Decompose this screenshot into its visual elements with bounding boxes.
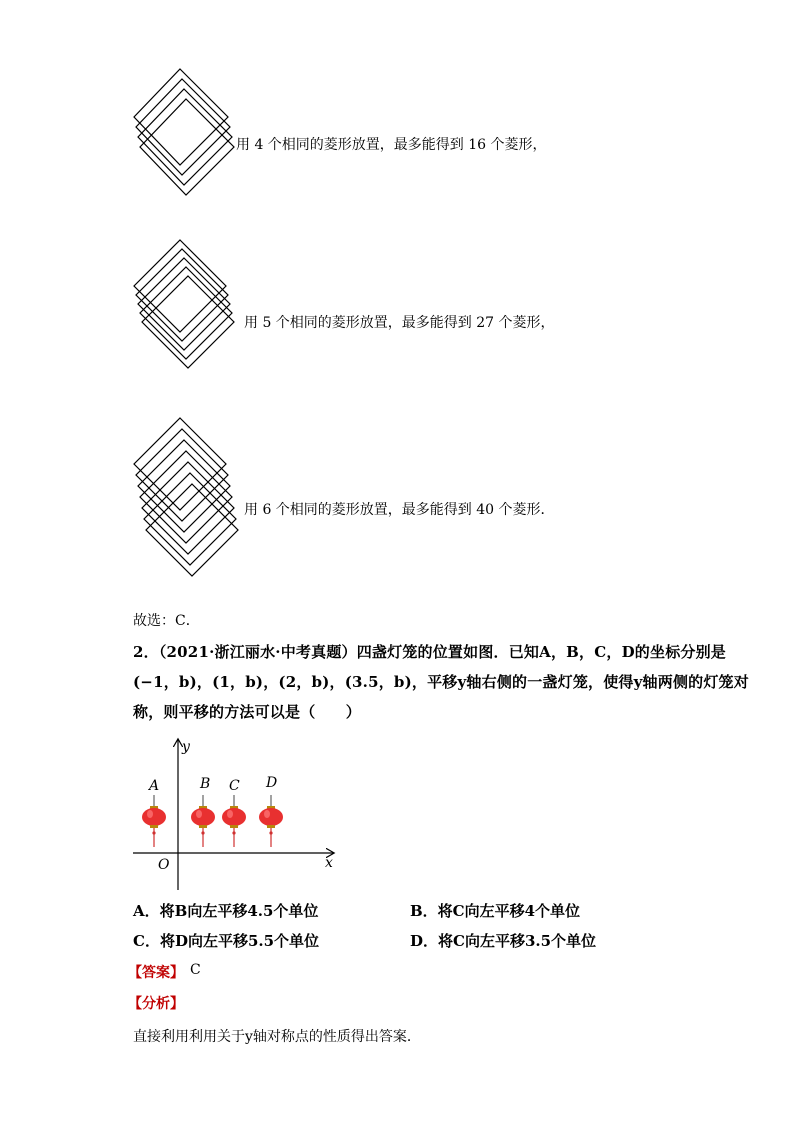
option-D[interactable]: D．将C向左平移3.5个单位 — [410, 932, 597, 950]
option-C[interactable]: C．将D向左平移5.5个单位 — [133, 932, 320, 950]
figure-caption-5: 用 5 个相同的菱形放置，最多能得到 27 个菱形， — [244, 315, 555, 331]
lantern-diagram — [128, 735, 343, 895]
rhombus-figure-4 — [130, 65, 240, 200]
question-line-3: 称，则平移的方法可以是（ ） — [133, 703, 362, 721]
figure-caption-6: 用 6 个相同的菱形放置，最多能得到 40 个菱形． — [244, 502, 555, 518]
x-axis-label: x — [325, 855, 333, 871]
answer-tag: 【答案】 — [128, 965, 184, 981]
question-line-2: (−1，b)，(1，b)，(2，b)，(3.5，b)，平移y轴右侧的一盏灯笼，使得y轴两侧的灯笼对 — [133, 673, 749, 691]
lantern-C — [222, 795, 246, 847]
analysis-text: 直接利用利用关于y轴对称点的性质得出答案． — [133, 1029, 421, 1045]
lantern-A — [142, 795, 166, 847]
analysis-tag: 【分析】 — [128, 996, 184, 1012]
lantern-D — [259, 795, 283, 847]
option-B[interactable]: B．将C向左平移4个单位 — [410, 902, 581, 920]
rhombus-figure-5 — [130, 236, 245, 376]
y-axis-label: y — [182, 739, 190, 755]
label-C: C — [229, 778, 240, 794]
label-D: D — [266, 775, 278, 791]
figure-caption-4: 用 4 个相同的菱形放置，最多能得到 16 个菱形， — [236, 137, 547, 153]
option-A[interactable]: A．将B向左平移4.5个单位 — [133, 902, 319, 920]
rhombus-figure-6 — [130, 414, 245, 599]
label-A: A — [149, 778, 160, 794]
answer-value: C — [190, 962, 201, 978]
question-line-1: 2．（2021·浙江丽水·中考真题）四盏灯笼的位置如图．已知A，B，C，D的坐标分别是 — [133, 643, 726, 661]
choice-line: 故选：C． — [133, 613, 200, 629]
origin-label: O — [158, 857, 170, 873]
lantern-B — [191, 795, 215, 847]
label-B: B — [200, 776, 211, 792]
